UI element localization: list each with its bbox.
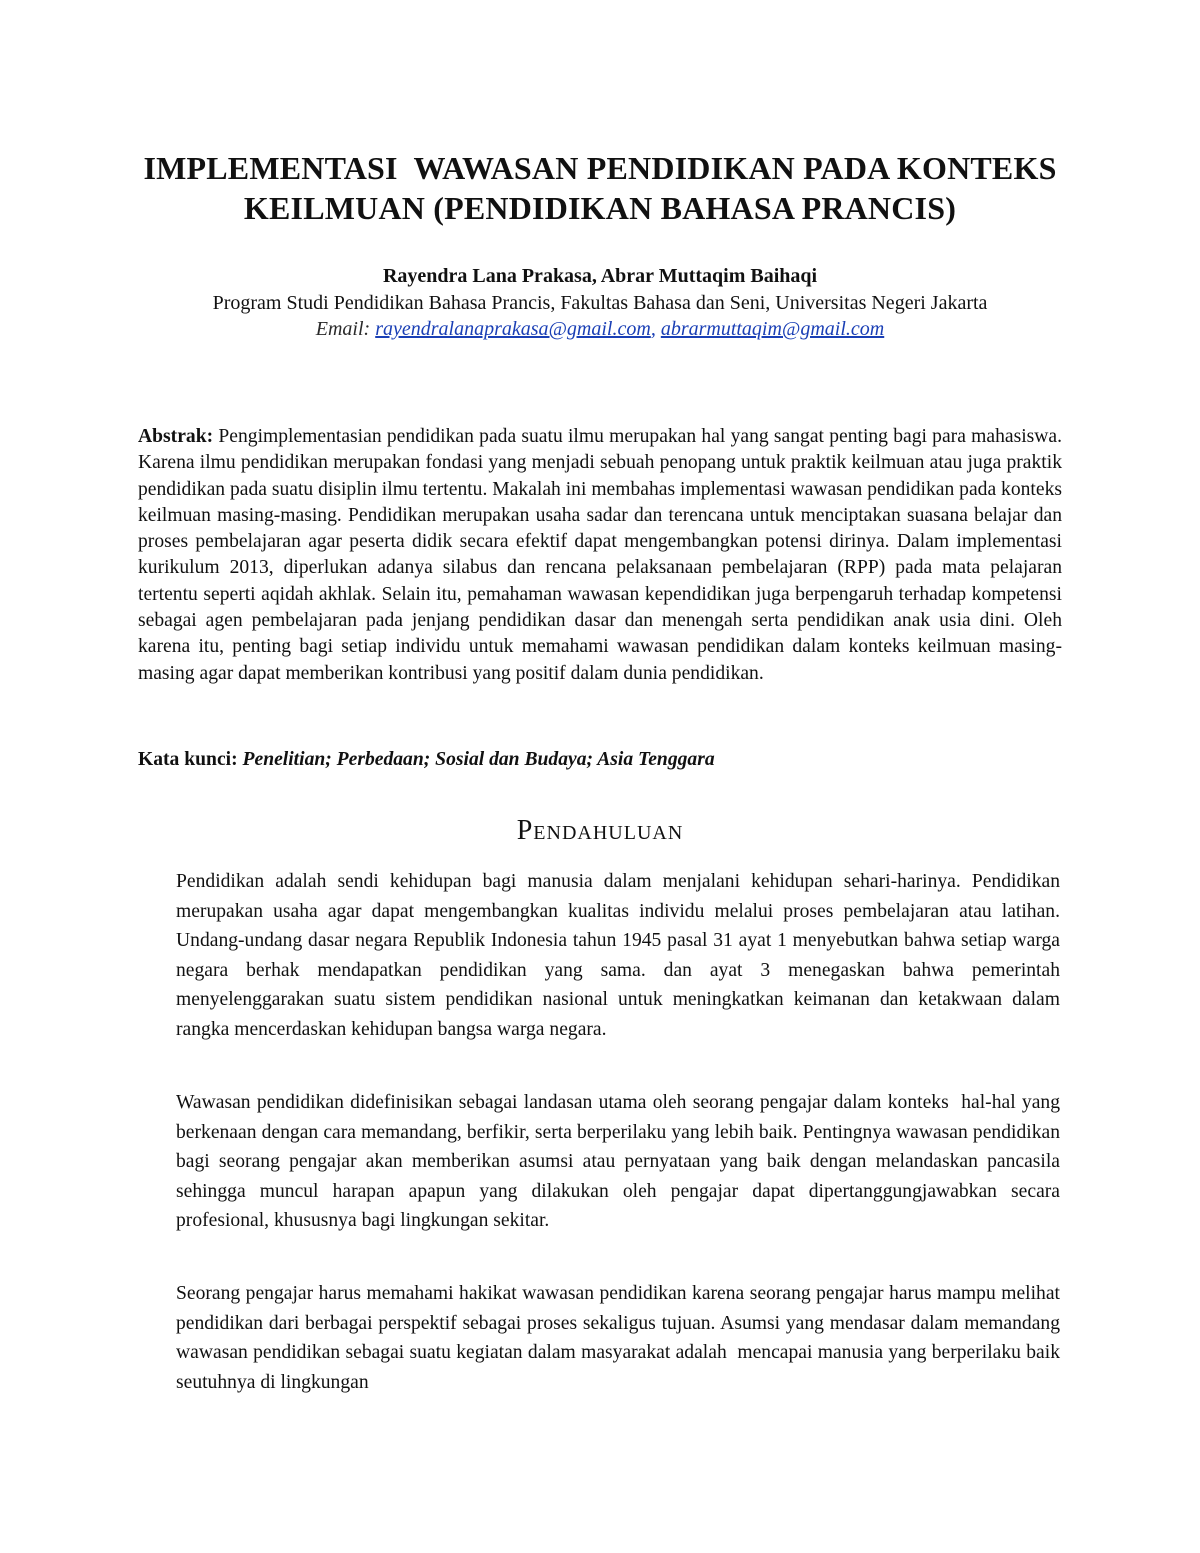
email-line bbox=[100, 316, 1100, 342]
authors: Rayendra Lana Prakasa, Abrar Muttaqim Baihaqi bbox=[382, 265, 818, 287]
affiliation: Program Studi Pendidikan Bahasa Prancis, Fakultas Bahasa dan Seni, Universitas Negeri Jakarta bbox=[212, 292, 988, 314]
keywords bbox=[138, 747, 1062, 773]
abstract bbox=[138, 424, 1062, 687]
body-paragraph-1: Pendidikan adalah sendi kehidupan bagi manusia dalam menjalani kehidupan sehari-harinya. Pendidikan merupakan usaha agar dapat mengembangkan kualitas individu melalui proses pembelajaran atau latihan. Undang-undang dasar negara Republik Indonesia tahun 1945 pasal 31 ayat 1 menyebutkan bahwa setiap warga negara berhak mendapatkan pendidikan yang sama. dan ayat 3 menegaskan bahwa pemerintah menyelenggarakan suatu sistem pendidikan nasional untuk meningkatkan keimanan dan ketakwaan dalam rangka mencerdaskan kehidupan bangsa warga negara. bbox=[176, 871, 1060, 1040]
email-link-2[interactable]: abrarmuttaqim@gmail.com bbox=[660, 318, 885, 340]
title-line-2: KEILMUAN (PENDIDIKAN BAHASA PRANCIS) bbox=[243, 190, 957, 226]
section-heading-pendahuluan: Pendahuluan bbox=[516, 815, 684, 846]
paper-title bbox=[100, 148, 1100, 228]
keywords-terms: Penelitian; Perbedaan; Sosial dan Budaya; Asia Tenggara bbox=[242, 749, 715, 770]
email-link-1[interactable]: rayendralanaprakasa@gmail.com bbox=[375, 318, 651, 340]
email-label: Email: bbox=[315, 318, 371, 340]
abstract-text: Pengimplementasian pendidikan pada suatu ilmu merupakan hal yang sangat penting bagi para mahasiswa. Karena ilmu pendidikan merupakan fondasi yang menjadi sebuah penopang untuk praktik keilmuan atau juga praktik pendidikan pada suatu disiplin ilmu tertentu. Makalah ini membahas implementasi wawasan pendidikan pada konteks keilmuan masing-masing. Pendidikan merupakan usaha sadar dan terencana untuk menciptakan suasana belajar dan proses pembelajaran agar peserta didik secara efektif dapat mengembangkan potensi dirinya. Dalam implementasi kurikulum 2013, diperlukan adanya silabus dan rencana pelaksanaan pembelajaran (RPP) pada mata pelajaran tertentu seperti aqidah akhlak. Selain itu, pemahaman wawasan kependidikan juga berpengaruh terhadap kompetensi sebagai agen pembelajaran pada jenjang pendidikan dasar dan menengah serta pendidikan anak usia dini. Oleh karena itu, penting bagi setiap individu untuk memahami wawasan pendidikan dalam konteks keilmuan masing-masing agar dapat memberikan kontribusi yang positif dalam dunia pendidikan. bbox=[138, 426, 1063, 684]
email-separator: , bbox=[650, 318, 656, 340]
body-paragraph-3: Seorang pengajar harus memahami hakikat wawasan pendidikan karena seorang pengajar harus mampu melihat pendidikan dari berbagai perspektif sebagai proses sekaligus tujuan. Asumsi yang mendasar dalam memandang wawasan pendidikan sebagai suatu kegiatan dalam masyarakat adalah mencapai manusia yang berperilaku baik seutuhnya di lingkungan bbox=[176, 1283, 1065, 1393]
title-line-1: IMPLEMENTASI WAWASAN PENDIDIKAN PADA KONTEKS bbox=[143, 150, 1057, 186]
keywords-label: Kata kunci: bbox=[138, 749, 238, 770]
body-paragraph-2: Wawasan pendidikan didefinisikan sebagai landasan utama oleh seorang pengajar dalam konteks hal-hal yang berkenaan dengan cara memandang, berfikir, serta berperilaku yang lebih baik. Pentingnya wawasan pendidikan bagi seorang pengajar akan memberikan asumsi atau pernyataan yang baik dengan melandaskan pancasila sehingga muncul harapan apapun yang dilakukan oleh pengajar dapat dipertanggungjawabkan secara profesional, khususnya bagi lingkungan sekitar. bbox=[176, 1092, 1065, 1232]
abstract-label: Abstrak: bbox=[138, 426, 214, 447]
